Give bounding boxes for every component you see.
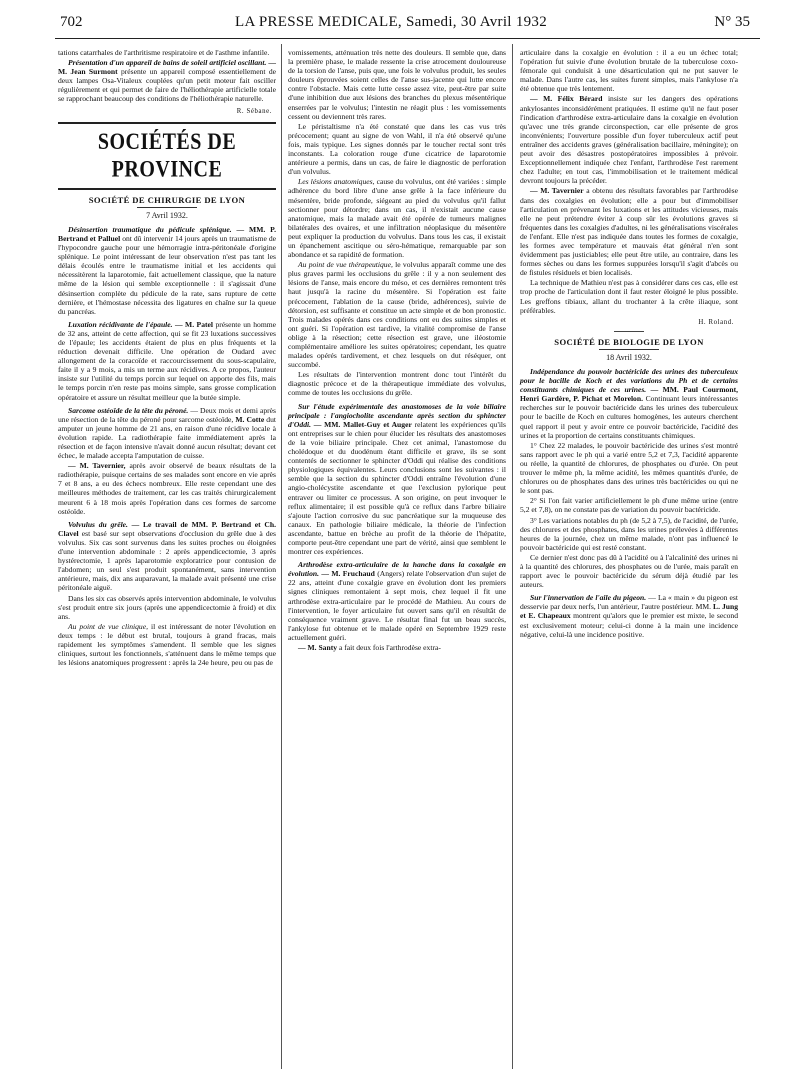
- article-title: Arthrodèse extra-articulaire de la hanche dans la coxalgie en évolution.: [288, 560, 506, 579]
- discussion: [520, 94, 738, 185]
- article-text: relatent les expériences qu'ils ont entreprises sur le chien pour élucider les résultats des anastomoses de la voie biliaire principale. Chez cet animal, l'anastomose du cholédoque et du duodénum étant difficile et grave, ils se sont contentés de sectionner le sphincter d'Oddi qui réalise des conditions physiologiques équivalentes. Leurs conclusions sont les suivantes : il semble que la section du sphincter d'Oddi entraîne l'évolution d'une angio-cholécystite ascendante et que l'exclusion pylorique peut entraver ou limiter ce processus. A son origine, on peut invoquer le reflux alimentaire; il est possible qu'à ce reflux dans l'arbre biliaire s'ajoute l'action corrosive du suc pancréatique sur la muqueuse des canaux. En pathologie biliaire médicale, la théorie de l'infection ascendante, battue en brèche au profit de la théorie de l'hépatite, comporte peut-être cependant une part de vérité, ainsi que semblent le montrer ces expériences.: [288, 419, 506, 557]
- paragraph: 2° Si l'on fait varier artificiellement le ph d'une même urine (entre 5,2 et 7,8), on ne constate pas de variation du pouvoir bactéricide.: [520, 496, 738, 515]
- article-text: cause du volvulus, ont été variées : simple adhérence du bord libre d'une anse grêle à la face inférieure du mésentère, bride profonde, siégeant au pied du volvulus qu'il fallut sectionner pour détordre; dans un cas, il n'existait aucune cause anatomique, mais la malade avait été opérée de tumeurs malignes bilatérales des ovaires, et une infiltration néoplasique du mésentère peut expliquer la production du volvulus. Dans tous les cas, il existait un épanchement ascitique ou séro-hématique, remarquable par son abondance et sa rapidité de formation.: [288, 177, 506, 260]
- discussant: — M. Félix Bérard: [530, 94, 603, 104]
- session-date: 18 Avril 1932.: [606, 352, 652, 362]
- article-title: Volvulus du grêle.: [68, 519, 128, 529]
- paragraph: La technique de Mathieu n'est pas à considérer dans ces cas, elle est trop proche de l'articulation dont il faut rester éloigné le plus possible. Les greffons tibiaux, allant du trochanter à la crête iliaque, sont préférables.: [520, 278, 738, 315]
- discussant: — M. Tavernier: [530, 186, 584, 196]
- society-heading: SOCIÉTÉ DE CHIRURGIE DE LYON: [88, 194, 246, 205]
- article-desinsertion: [58, 225, 276, 316]
- article-anastomoses: [288, 402, 506, 557]
- paragraph: [58, 622, 276, 667]
- article-arthrodese: [288, 560, 506, 642]
- article-title: Présentation d'un appareil de bains de soleil artificiel oscillant.: [68, 58, 267, 68]
- journal-title: LA PRESSE MEDICALE, Samedi, 30 Avril 1932: [235, 14, 548, 30]
- paragraph: 3° Les variations notables du ph (de 5,2 à 7,5), de l'acidité, de l'urée, des chlorures et des phosphates, dans les urines prélevées à différentes heures de la journée, chez un même malade, n'ont pas influencé le pouvoir bactéricide qui est resté constant.: [520, 515, 738, 552]
- paragraph: 1° Chez 22 malades, le pouvoir bactéricide des urines s'est montré sans rapport avec le ph qui a varié entre 5,2 et 7,3, l'acidité apparente ou réelle, la quantité de chlorures, de phosphates ou d'urée. On peut trouver le même ph, la même acidité, les mêmes quantités d'urée, de chlorures ou de phosphates dans des urines très bactéricides ou qui ne le sont pas.: [520, 440, 738, 496]
- article-text: Continuant leurs intéressantes recherches sur le pouvoir bactéricide dans les urines des tuberculeux pour le bacille de Koch en cultures homogènes, les auteurs cherchent quel rapport il peut y avoir entre ce pouvoir bactéricide, l'acidité des urines et la proportion de certains constituants chimiques.: [520, 394, 739, 440]
- section-title: SOCIÉTÉS DE PROVINCE: [97, 129, 237, 183]
- article-presentation: [58, 58, 276, 103]
- discussion: [288, 643, 506, 652]
- column-middle: [288, 48, 506, 653]
- paragraph: Le péristaltisme n'a été constaté que dans les cas vus très précocement; quant au signe de von Wahl, il n'a été observé qu'une fois, mais typique. Les signes donnés par le toucher rectal sont très inconstants. La coloration rouge d'une cicatrice de laparotomie antérieure a permis, dans un cas, de faire le diagnostic de perforation d'un volvulus.: [288, 121, 506, 177]
- column-right: [520, 48, 738, 640]
- article-text: présente un homme de 32 ans, atteint de cette affection, qui se fit 23 luxations successives de l'épaule; les accidents étaient de plus en plus fréquents et la réduction devenait difficile. Une opération de Oudard avec allongement de la coracoïde et raccourcissement du sous-scapulaire, faite il y a 9 mois, a mis un terme aux récidives. A ce propos, l'auteur insiste sur l'utilité du temps porcin sur lequel on apporte des fils, mais le temps porcin n'en reste pas moins simple, sans grosse complication opératoire et assure un résultat meilleur que la butée simple.: [58, 319, 277, 402]
- article-text: — Deux mois et demi après une résection de la tête du péroné pour sarcome ostéoïde,: [58, 405, 276, 424]
- inline-label: Au point de vue clinique,: [68, 621, 148, 631]
- discussant: — M. Tavernier,: [68, 461, 126, 471]
- article-author: — MM. Mallet-Guy et Auger: [313, 419, 412, 429]
- article-author: M. Cotte: [235, 414, 265, 424]
- article-author: — M. Patel: [175, 319, 213, 329]
- article-text: — La « main » du pigeon est desservie par deux nerfs, l'un antérieur, l'autre postérieur. MM.: [520, 593, 738, 612]
- paragraph: vomissements, atténuation très nette des douleurs. Il semble que, dans la première phase, le malade ressente la crise atrocement douloureuse de la torsion de l'anse, puis que, une fois le volvulus produit, les seules douleurs éprouvées soient celles de l'anse sus-jacente qui lutte encore contre l'obstacle. Mais cette lutte cesse assez vite, peut-être par suite d'une inhibition due aux lésions des branches du plexus mésentérique enserrées par le volvulus; l'intestin ne réagit plus : les vomissements cessent ou deviennent très rares.: [288, 48, 506, 121]
- paragraph: [288, 260, 506, 369]
- paragraph: articulaire dans la coxalgie en évolution : il a eu un échec total; l'opération fut suivie d'une évolution brutale de la tuberculose coxo-fémorale qui conduisit à une désarticulation qui ne put sauver le malade. Dans l'autre cas, les suites furent simples, mais l'ankylose n'a été obtenue que très lentement.: [520, 48, 738, 94]
- article-author: — M. Fruchaud: [321, 569, 375, 579]
- article-title: Luxation récidivante de l'épaule.: [68, 319, 173, 329]
- discussion: [520, 186, 738, 277]
- article-text: est basé sur sept observations d'occlusion du grêle due à des volvulus. Six cas sont survenus dans les suites proches ou éloignées d'une intervention abdominale : 2 après appendicectomie, 3 après hystérectomie, 1 après laparotomie exploratrice pour contusion de l'abdomen; un seul s'est produit spontanément, sans intervention antérieure, mais, dix ans auparavant, la malade avait présenté une crise péritonéale aiguë.: [58, 528, 276, 593]
- inline-label: Les lésions anatomiques,: [298, 177, 375, 187]
- article-text: présente un appareil composé essentiellement de deux lampes Osa-Vitaleux couplées qu'un petit moteur fait osciller régulièrement et qui permet de faire de l'héliothérapie artificielle totale se rapprochant beaucoup des conditions de l'héliothérapie naturelle.: [58, 67, 276, 104]
- article-author: — MM. Paul Courmont, Henri Gardère, P. Pichat et Morelon.: [520, 385, 738, 404]
- article-text: insiste sur les dangers des opérations ankylosantes inconsidérément pratiquées. Il estime qu'il ne faut poser l'indication d'arthrodèse extra-articulaire dans la coxalgie en évolution qu'avec une très grande circonspection, car elle présente de gros inconvénients; l'ouverture possible d'un foyer tuberculeux actif peut entraîner des accidents graves (généralisation bacillaire, méningite); on peut avoir des désastres postopératoires impossibles à prévoir. Exceptionnellement indiquée chez l'enfant, l'arthrodèse l'est rarement chez l'adulte; en tout cas, l'immobilisation et le traitement médical devront toujours la précéder.: [520, 94, 738, 186]
- article-text: le volvulus apparaît comme une des plus graves parmi les occlusions du grêle : il y a non seulement des lésions de l'anse, mais encore du méso, et ces dernières remontent très haut jusqu'à la racine du mésentère. Si l'opération est faite précocement, l'ablation de la cause (bride, adhérences), suivie de détorsion, est suffisante et constitue un acte simple et de bon pronostic. Trois malades opérés dans ces conditions ont eu des suites simples et ont guéri. Si l'opération est tardive, la vitalité compromise de l'anse oblige à la résection; cette résection est grave, une iléostomie complémentaire améliore les suites opératoires; cependant, les quatre malades opérés tardivement, et chez lesquels on dut réséquer, ont succombé.: [288, 260, 506, 370]
- article-title: Sur l'innervation de l'aile du pigeon.: [530, 593, 647, 603]
- issue-number: N° 35: [714, 14, 750, 30]
- article-text: dut amputer un jeune homme de 21 ans, en raison d'une récidive locale à évolution rapide. La radiothérapie faite immédiatement après la résection et de façon intensive n'avait donné aucun résultat; devant cet échec, le malade accepta l'amputation de cuisse.: [58, 414, 276, 461]
- page-number: 702: [60, 14, 83, 30]
- discussion: [58, 461, 276, 516]
- article-author: — MM. P. Bertrand et Palluel: [58, 224, 276, 243]
- article-text: montrent qu'alors que le premier est mixte, le second est exclusivement moteur; celui-ci donne à la main une incidence négative, celui-là une incidence positive.: [520, 611, 739, 639]
- article-independance: [520, 367, 738, 440]
- article-pigeon: [520, 593, 738, 638]
- signature: H. Roland.: [698, 318, 734, 326]
- article-text: (Angers) relate l'observation d'un sujet de 22 ans, atteint d'une coxalgie grave en évolution dont les premiers signes cliniques remontaient à sept mois, chez lequel il fit une arthrodèse extra-articulaire par le procédé de Mathieu. Au cours de l'intervention, le foyer articulaire fut ouvert sans qu'il en résultât de conséquence vraiment grave. Le résultat final fut un beau succès, l'ankylose fut obtenue et le malade opéré en Septembre 1929 reste actuellement guéri.: [288, 569, 506, 642]
- article-text: il est intéressant de noter l'évolution en deux temps : le début est brutal, toujours à grand fracas, mais rapidement les symptômes s'amendent. Il semble que les signes cliniques, surtout les fonctionnels, s'atténuent dans le même temps que les lésions anatomiques progressent : après la 24e heure, peu ou pas de: [58, 621, 276, 668]
- divider: [599, 349, 659, 350]
- article-sarcome: [58, 406, 276, 461]
- society-heading: SOCIÉTÉ DE BIOLOGIE DE LYON: [554, 336, 704, 347]
- column-divider: [512, 44, 513, 1069]
- inline-label: Au point de vue thérapeutique,: [298, 260, 393, 270]
- paragraph: Dans les six cas observés après intervention abdominale, le volvulus s'est produit entre six jours (après une appendicectomie à froid) et dix ans.: [58, 593, 276, 621]
- page-header: [60, 14, 750, 36]
- divider: [137, 207, 197, 208]
- paragraph: Les résultats de l'intervention montrent donc tout l'intérêt du diagnostic précoce et de la thérapeutique immédiate des volvulus, comme de toutes les occlusions du grêle.: [288, 370, 506, 398]
- article-title: Sur l'étude expérimentale des anastomoses de la voie biliaire principale : l'angiocholite ascendante après section du sphincter d'Oddi.: [288, 401, 506, 429]
- article-author: — Le travail de MM. P. Bertrand et Ch. Clavel: [58, 519, 276, 538]
- paragraph: Ce dernier n'est donc pas dû à l'acidité ou à l'alcalinité des urines ni à la quantité des chlorures, des phosphates ou de l'urée, mais paraît en rapport avec le pouvoir bactéricide du sérum déjà étudié par les auteurs.: [520, 552, 738, 590]
- article-text: a obtenu des résultats favorables par l'arthrodèse dans des coxalgies en évolution; elle a pour but d'immobiliser l'articulation en prévenant les luxations et les attitudes vicieuses, mais elle ne peut prétendre éviter à coup sûr les évolutions graves si fréquentes dans les coxalgies d'adultes, ni les généralisations viscérales de l'enfant. Elle n'est pas indiquée dans toutes les formes de coxalgie, les formes avec température et mauvais état général n'en sont évidemment pas justiciables; elle peut être utile, au contraire, dans les formes sèches ou dans les formes suppurées lorsqu'il s'agit d'abcès ou de fistules résiduels et bien localisés.: [520, 186, 738, 278]
- column-divider: [281, 44, 282, 1069]
- article-volvulus: [58, 520, 276, 593]
- section-rule: [58, 188, 276, 190]
- section-rule: [58, 122, 276, 124]
- session-date: 7 Avril 1932.: [146, 210, 188, 220]
- article-author: — M. Jean Surmont: [58, 58, 276, 77]
- paragraph: tations catarrhales de l'arthritisme respiratoire et de l'asthme infantile.: [58, 48, 270, 57]
- article-title: Sarcome ostéoïde de la tête du péroné.: [68, 405, 189, 415]
- header-rule: [55, 38, 760, 39]
- column-left: [58, 48, 276, 668]
- article-author: L. Jung et E. Chapeaux: [520, 602, 738, 621]
- article-title: Indépendance du pouvoir bactéricide des urines des tuberculeux pour le bacille de Koch et des variations du Ph et de certains constituants chimiques de ces urines.: [520, 367, 738, 395]
- discussant: — M. Santy: [298, 643, 338, 652]
- article-text: ont dû intervenir 14 jours après un traumatisme de l'hypocondre gauche pour une hémorragie intra-péritonéale d'origine splénique. Le point intéressant de leur observation n'est pas tant les délais écoulés entre le traumatisme initial et les accidents qui nécessitèrent la laparotomie, fait actuellement classique, que la nature même de la lésion qui semble exceptionnelle : il s'agissait d'une désinsertion complète du pédicule de la rate, sans rupture de cette dernière, et l'hémostase nécessita des ligatures en chaîne sur la queue du pancréas.: [58, 233, 276, 316]
- article-luxation: [58, 320, 276, 402]
- signature: R. Sébane.: [236, 107, 272, 115]
- article-title: Désinsertion traumatique du pédicule splénique.: [68, 224, 232, 234]
- article-text: a fait deux fois l'arthrodèse extra-: [338, 643, 441, 652]
- paragraph: [288, 177, 506, 259]
- article-text: après avoir observé de beaux résultats de la radiothérapie, puisque certains de ses malades sont encore en vie après 7 et 8 ans, a eu des échecs nombreux. Elle reste cependant une des meilleures méthodes de traitement, car les cas traités chirurgicalement meurent 6 à 18 mois après l'opération dans ces formes de sarcome ostéoïde.: [58, 461, 276, 516]
- divider: [614, 331, 644, 332]
